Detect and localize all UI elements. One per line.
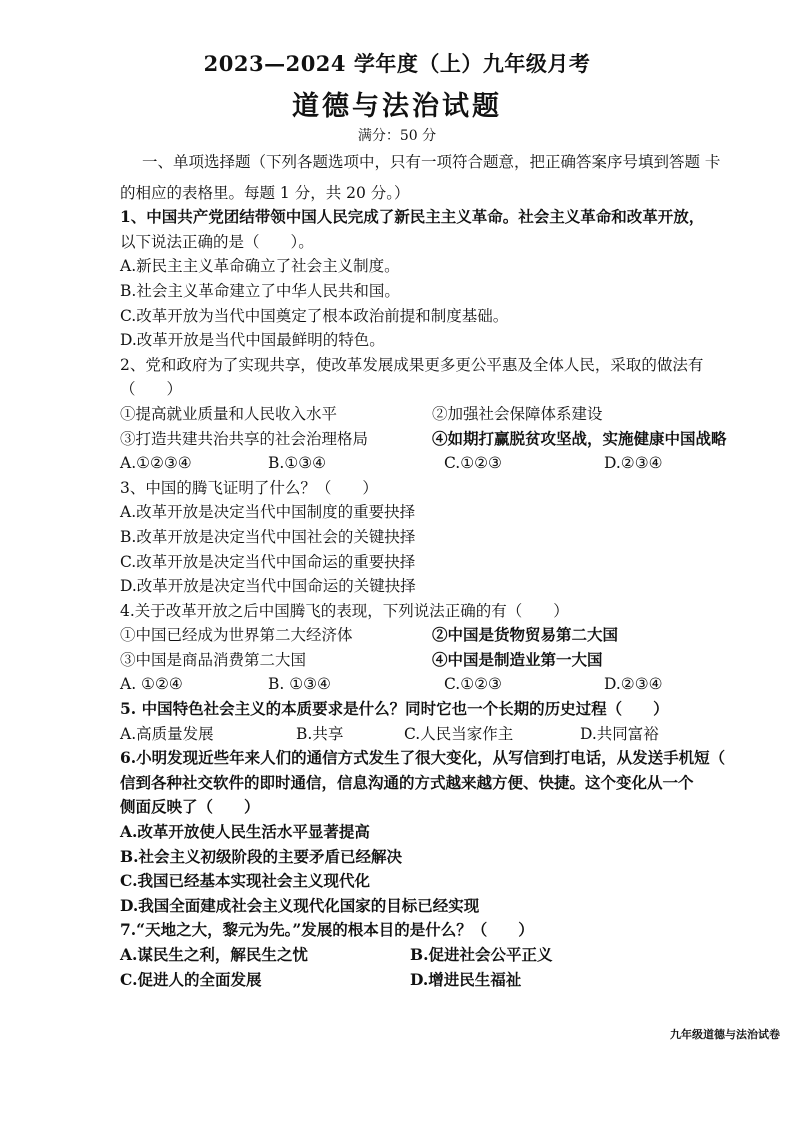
option-a: A.高质量发展 — [120, 724, 214, 743]
exam-header — [0, 48, 794, 145]
option-b: B.社会主义革命建立了中华人民共和国。 — [120, 281, 400, 300]
section-intro-line-1: 一、单项选择题（下列各题选项中，只有一项符合题意，把正确答案序号填到答题 卡 — [142, 153, 721, 171]
statement-4: ④如期打赢脱贫攻坚战，实施健康中国战略 — [432, 428, 727, 448]
question-5 — [120, 697, 774, 746]
option-d: D.我国全面建成社会主义现代化国家的目标已经实现 — [120, 895, 480, 915]
question-content — [120, 150, 774, 992]
option-d: D.②③④ — [604, 675, 663, 694]
section-intro-line-2: 的相应的表格里。每题 1 分，共 20 分。） — [120, 183, 410, 202]
question-stem: 7.“天地之大，黎元为先。”发展的根本目的是什么？（ ） — [120, 920, 534, 940]
option-d: D.共同富裕 — [580, 724, 659, 743]
question-stem: 6.小明发现近些年来人们的通信方式发生了很大变化，从写信到打电话，从发送手机短（ — [120, 748, 726, 768]
option-c: C.人民当家作主 — [404, 724, 514, 743]
statement-row — [120, 402, 774, 427]
question-4 — [120, 599, 774, 697]
option-a: A.谋民生之利，解民生之忧 — [120, 945, 308, 964]
question-1 — [120, 205, 774, 353]
option-a: A.①②③④ — [120, 454, 192, 473]
options-row — [120, 943, 774, 968]
options-row — [120, 722, 774, 747]
option-c: C.①②③ — [444, 675, 502, 694]
option-a: A.改革开放使人民生活水平显著提高 — [120, 822, 370, 842]
question-2 — [120, 353, 774, 476]
option-d: D.改革开放是当代中国最鲜明的特色。 — [120, 331, 385, 350]
question-stem: 侧面反映了（ ） — [120, 797, 260, 817]
question-stem: （ ） — [120, 380, 183, 399]
footer-label: 九年级道德与法治试卷 — [670, 1028, 780, 1041]
statement-row — [120, 648, 774, 673]
statement-row — [120, 427, 774, 452]
subject-title: 道德与法治试题 — [292, 91, 502, 122]
option-c: C.改革开放为当代中国奠定了根本政治前提和制度基础。 — [120, 306, 509, 325]
option-c: C.我国已经基本实现社会主义现代化 — [120, 871, 370, 891]
question-stem: 1、中国共产党团结带领中国人民完成了新民主主义革命。社会主义革命和改革开放， — [120, 207, 705, 227]
question-stem: 信到各种社交软件的即时通信，信息沟通的方式越来越方便、快捷。这个变化从一个 — [120, 772, 694, 792]
question-stem: 5. 中国特色社会主义的本质要求是什么？同时它也一个长期的历史过程（ ） — [120, 699, 669, 719]
option-a: A. ①②④ — [120, 675, 183, 694]
option-b: B.①③④ — [268, 454, 327, 473]
question-6 — [120, 746, 774, 918]
option-c: C.促进人的全面发展 — [120, 969, 262, 989]
statement-3: ③中国是商品消费第二大国 — [120, 650, 307, 669]
statement-4: ④中国是制造业第一大国 — [432, 649, 603, 669]
option-c: C.①②③ — [444, 454, 502, 473]
question-stem: 2、党和政府为了实现共享，使改革发展成果更多更公平惠及全体人民，采取的做法有 — [120, 355, 704, 374]
option-d: D.②③④ — [604, 454, 663, 473]
statement-1: ①提高就业质量和人民收入水平 — [120, 404, 338, 423]
option-b: B.促进社会公平正义 — [410, 945, 553, 964]
statement-1: ①中国已经成为世界第二大经济体 — [120, 626, 353, 645]
question-stem: 以下说法正确的是（ ）。 — [120, 232, 314, 251]
question-stem: 3、中国的腾飞证明了什么？（ ） — [120, 478, 378, 497]
options-row — [120, 968, 774, 993]
statement-2: ②中国是货物贸易第二大国 — [432, 625, 619, 645]
option-b: B.共享 — [296, 724, 344, 743]
question-stem: 4.关于改革开放之后中国腾飞的表现，下列说法正确的有（ ） — [120, 601, 569, 620]
option-b: B.改革开放是决定当代中国社会的关键抉择 — [120, 527, 416, 546]
option-c: C.改革开放是决定当代中国命运的重要抉择 — [120, 552, 416, 571]
statement-3: ③打造共建共治共享的社会治理格局 — [120, 429, 369, 448]
option-d: D.改革开放是决定当代中国命运的关键抉择 — [120, 577, 416, 596]
question-3 — [120, 476, 774, 599]
option-a: A.改革开放是决定当代中国制度的重要抉择 — [120, 503, 416, 522]
full-score: 满分：50 分 — [357, 128, 437, 144]
option-b: B.社会主义初级阶段的主要矛盾已经解决 — [120, 846, 402, 866]
statement-2: ②加强社会保障体系建设 — [432, 404, 603, 423]
option-d: D.增进民生福祉 — [410, 969, 522, 989]
question-7 — [120, 918, 774, 992]
option-a: A.新民主主义革命确立了社会主义制度。 — [120, 257, 400, 276]
options-row — [120, 672, 774, 697]
statement-row — [120, 623, 774, 648]
options-row — [120, 451, 774, 476]
option-b: B. ①③④ — [268, 675, 331, 694]
year-title: 2023—2024 学年度（上）九年级月考 — [203, 51, 591, 76]
